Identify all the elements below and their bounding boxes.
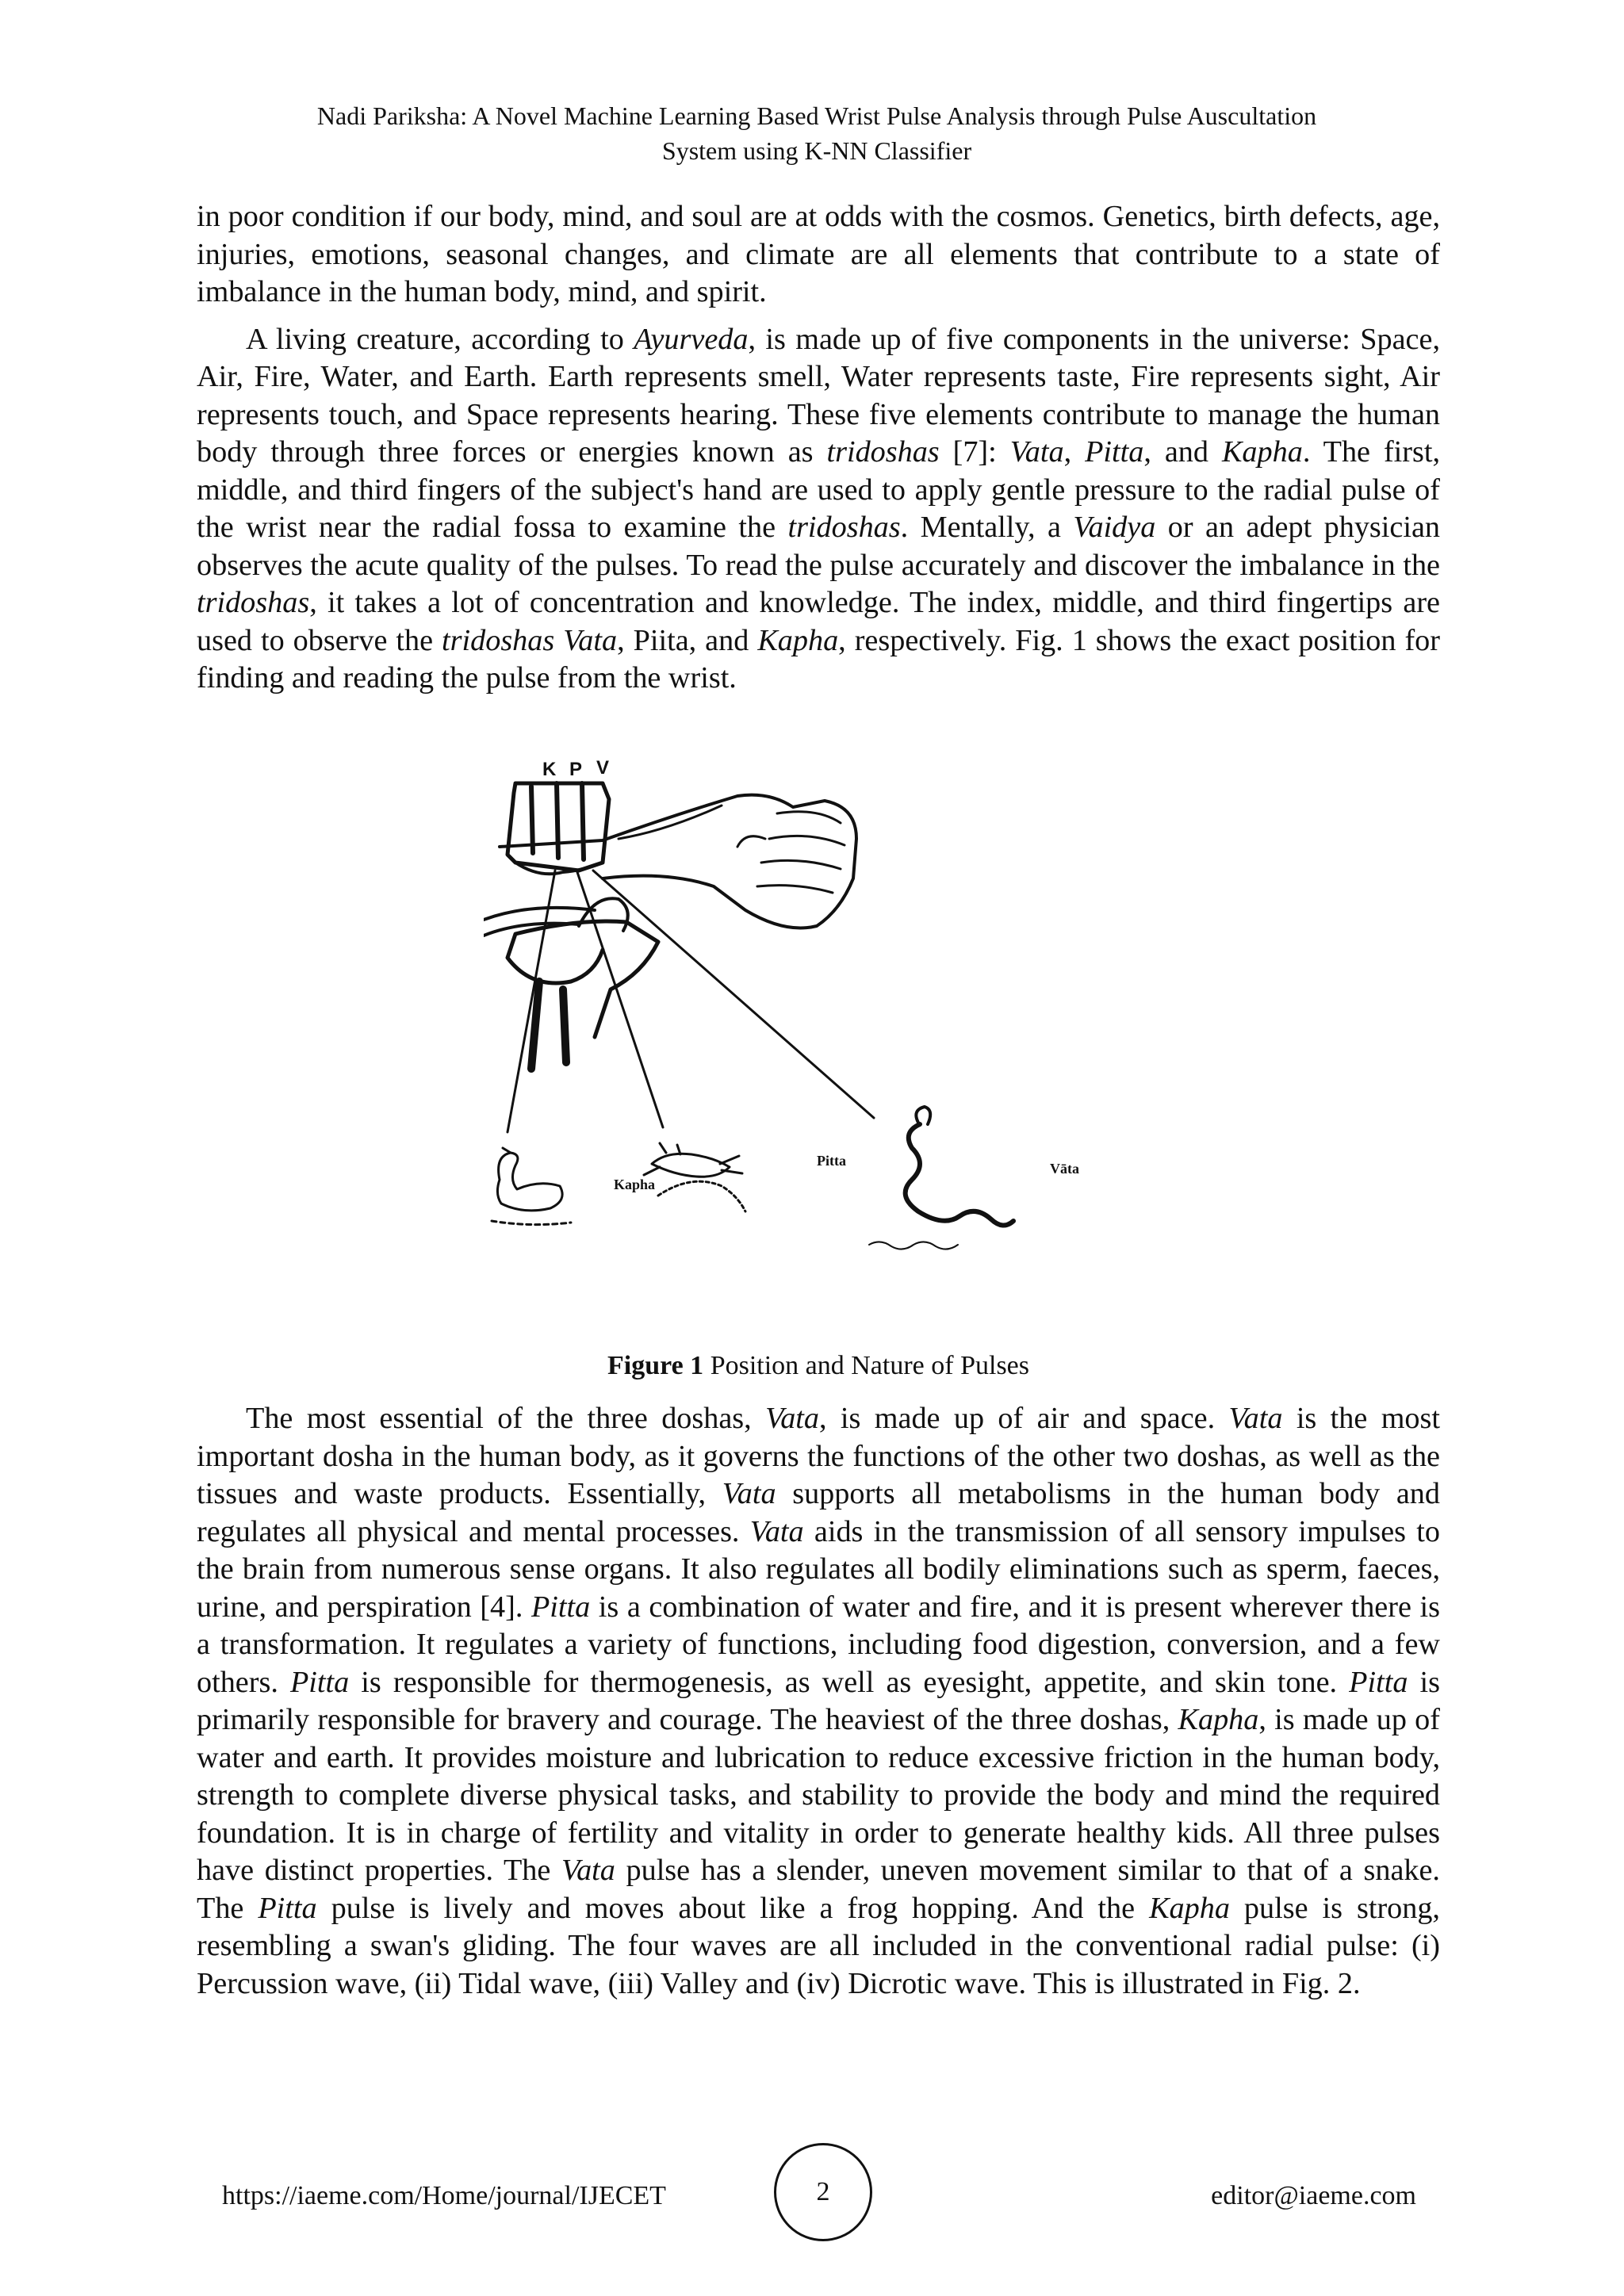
text-run: is the most important dosha in the human body, as it governs the functions of the other two doshas, as well as the tissues and waste products. Essentially, [197, 1402, 1440, 1510]
italic-term: Pitta [1085, 435, 1144, 469]
swan-icon [492, 1148, 571, 1225]
pointer-line-vata [593, 871, 874, 1118]
body-text-top [197, 198, 1440, 698]
text-run: . The first, middle, and third fingers of the subject's hand are used to apply gentle pressure to the radial pulse of the wrist near the radial fossa to examine the [197, 435, 1440, 544]
italic-term: Kapha [1221, 435, 1303, 469]
text-run: , respectively. Fig. 1 shows the exact position for finding and reading the pulse from the wrist. [197, 623, 1440, 695]
text-run: is responsible for thermogenesis, as well as eyesight, appetite, and skin tone. [349, 1665, 1350, 1699]
pointer-line-pitta [577, 872, 663, 1127]
text-run: . Mentally, a [900, 511, 1074, 544]
text-run: is primarily responsible for bravery and courage. The heaviest of the three doshas, [197, 1665, 1440, 1736]
hand-pulse-illustration [484, 752, 1150, 1275]
italic-term: Pitta [258, 1891, 317, 1925]
text-run: is a combination of water and fire, and it is present wherever there is a transformation. It regulates a variety of functions, including food digestion, conversion, and a few others. [197, 1590, 1440, 1699]
italic-term: Vaidya [1073, 511, 1156, 544]
running-header [198, 98, 1435, 168]
text-run: , Piita, and [617, 623, 758, 657]
text-run: A living creature, according to [246, 322, 634, 356]
text-run: pulse has a slender, uneven movement similar to that of a snake. The [197, 1854, 1440, 1925]
text-run: , and [1143, 435, 1222, 469]
italic-term: Kapha [1149, 1891, 1230, 1925]
footer-journal-link[interactable]: https://iaeme.com/Home/journal/IJECET [222, 2181, 666, 2210]
running-header-line-2: System using K-NN Classifier [661, 136, 972, 165]
finger-label-p: P [569, 759, 583, 780]
text-run: , it takes a lot of concentration and knowledge. The index, middle, and third fingertips are used to observe the [197, 586, 1440, 657]
label-kapha: Kapha [614, 1177, 656, 1192]
finger-label-v: V [596, 757, 610, 779]
finger-label-k: K [542, 759, 557, 780]
label-pitta: Pitta [817, 1153, 846, 1169]
italic-term: tridoshas [197, 586, 310, 619]
italic-term: Pitta [289, 1665, 350, 1699]
snake-icon [869, 1107, 1013, 1249]
italic-term: Vata [1228, 1402, 1283, 1435]
italic-term: Kapha [1178, 1703, 1259, 1736]
paragraph-ayurveda [197, 321, 1440, 698]
italic-term: Pitta [1349, 1665, 1408, 1699]
footer-email-link[interactable]: editor@iaeme.com [1211, 2181, 1416, 2210]
paragraph-doshas [197, 1400, 1440, 2003]
text-run: or an adept physician observes the acute quality of the pulses. To read the pulse accurately and discover the imbalance in the [197, 511, 1440, 582]
italic-term: Vata [765, 1402, 819, 1435]
text-run: pulse is lively and moves about like a frog hopping. And the [316, 1891, 1150, 1925]
italic-term: Pitta [530, 1590, 591, 1624]
page-number-text: 2 [816, 2177, 830, 2206]
paragraph-continuation: in poor condition if our body, mind, and soul are at odds with the cosmos. Genetics, birth defects, age, injuries, emotions, seasonal changes, and climate are all elements that contribute to a state of imbalance in the human body, mind, and spirit. [197, 200, 1440, 308]
text-run: , [1063, 435, 1086, 469]
frog-icon [644, 1143, 745, 1211]
text-run: , is made up of air and space. [819, 1402, 1229, 1435]
page-number [774, 2143, 872, 2241]
supporting-hand [508, 921, 658, 1037]
italic-term: Kapha [757, 623, 839, 657]
text-run: [7]: [939, 435, 1010, 469]
label-vata: Vāta [1050, 1161, 1079, 1177]
italic-term: Vata [722, 1477, 776, 1510]
italic-term: Vata [749, 1514, 804, 1548]
figure-pulse-positions [484, 752, 1150, 1275]
text-run: , is made up of five components in the universe: Space, Air, Fire, Water, and Earth. Earth represents smell, Water represents taste, Fire represents sight, Air represents touch, and Space represents hearing. These five elements contribute to manage the human body through three forces or energies known as [197, 322, 1440, 469]
italic-term: Vata [1009, 435, 1064, 469]
text-run: The most essential of the three doshas, [246, 1402, 766, 1435]
text-run: pulse is strong, resembling a swan's gliding. The four waves are all included in the conventional radial pulse: (i) Percussion wave, (ii) Tidal wave, (iii) Valley and (iv) Dicrotic wave. This is illustrated in Fig. 2. [197, 1891, 1440, 2000]
figure-caption-text: Position and Nature of Pulses [703, 1351, 1029, 1380]
text-run: aids in the transmission of all sensory impulses to the brain from numerous sense organs. It also regulates all bodily eliminations such as sperm, faeces, urine, and perspiration [4]. [197, 1514, 1440, 1624]
body-text-bottom [197, 1400, 1440, 2003]
italic-term: tridoshas [826, 435, 940, 469]
figure-caption [197, 1349, 1440, 1383]
italic-term: Ayurveda [634, 322, 749, 356]
italic-term: tridoshas Vata [442, 623, 618, 657]
italic-term: Vata [561, 1854, 615, 1887]
running-header-line-1: Nadi Pariksha: A Novel Machine Learning Based Wrist Pulse Analysis through Pulse Auscultation [316, 101, 1317, 130]
text-run: supports all metabolisms in the human body and regulates all physical and mental processes. [197, 1477, 1440, 1548]
figure-caption-label: Figure 1 [607, 1351, 704, 1380]
italic-term: tridoshas [787, 511, 901, 544]
text-run: , is made up of water and earth. It provides moisture and lubrication to reduce excessive friction in the human body, strength to complete diverse physical tasks, and stability to provide the body and mind the required foundation. It is in charge of fertility and vitality in order to generate healthy kids. All three pulses have distinct properties. The [197, 1703, 1440, 1887]
